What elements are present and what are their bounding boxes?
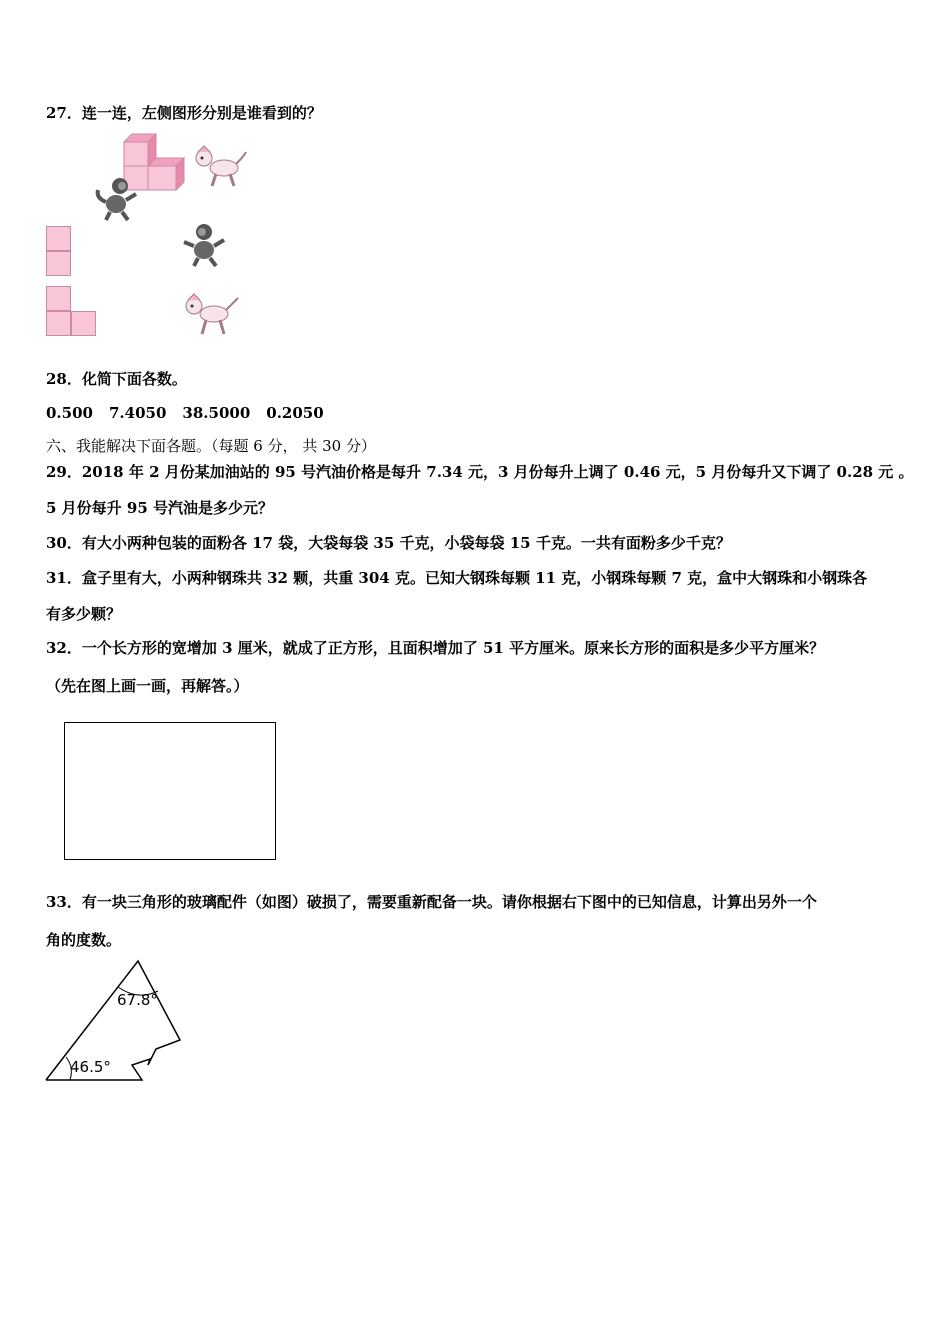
monkey-icon	[180, 222, 228, 268]
view-option-l-bottom-left	[46, 311, 71, 336]
monkey-icon	[92, 176, 140, 222]
q28-number: 38.5000	[182, 404, 251, 422]
q29-line1: 29．2018 年 2 月份某加油站的 95 号汽油价格是每升 7.34 元，3 月份每升上调了 0.46 元，5 月份每升又下调了 0.28 元 。	[46, 463, 914, 481]
q31-line2: 有多少颗？	[46, 605, 122, 623]
q27-title: 27．连一连，左侧图形分别是谁看到的？	[46, 104, 322, 122]
view-option-l-bottom-right	[71, 311, 96, 336]
q28-number: 7.4050	[108, 404, 167, 422]
section-6-title: 六、我能解决下面各题。（每题 6 分， 共 30 分）	[46, 437, 376, 455]
dog-icon	[190, 144, 248, 190]
rectangle-figure	[64, 722, 276, 860]
q33-line2: 角的度数。	[46, 931, 122, 949]
view-option-vertical-top	[46, 226, 71, 251]
view-option-vertical-bottom	[46, 251, 71, 276]
q28-number: 0.2050	[266, 404, 324, 422]
q28-title: 28．化简下面各数。	[46, 370, 187, 388]
q32-line1: 32．一个长方形的宽增加 3 厘米，就成了正方形，且面积增加了 51 平方厘米。原来长方形的面积是多少平方厘米？	[46, 639, 825, 657]
q29-line2: 5 月份每升 95 号汽油是多少元？	[46, 499, 273, 517]
q28-number: 0.500	[46, 404, 93, 422]
angle-left-label: 46.5°	[70, 1058, 111, 1076]
q30-text: 30．有大小两种包装的面粉各 17 袋，大袋每袋 35 千克，小袋每袋 15 千克。一共有面粉多少千克？	[46, 534, 731, 552]
q33-line1: 33．有一块三角形的玻璃配件（如图）破损了，需要重新配备一块。请你根据右下图中的已知信息，计算出另外一个	[46, 893, 817, 911]
q31-line1: 31．盒子里有大，小两种钢珠共 32 颗，共重 304 克。已知大钢珠每颗 11 克，小钢珠每颗 7 克，盒中大钢珠和小钢珠各	[46, 569, 868, 587]
q32-line2: （先在图上画一画，再解答。）	[46, 677, 249, 695]
view-option-l-top	[46, 286, 71, 311]
q28-numbers	[46, 403, 324, 423]
dog-icon	[180, 290, 240, 338]
angle-top-label: 67.8°	[117, 991, 158, 1009]
broken-triangle-figure	[40, 955, 190, 1085]
